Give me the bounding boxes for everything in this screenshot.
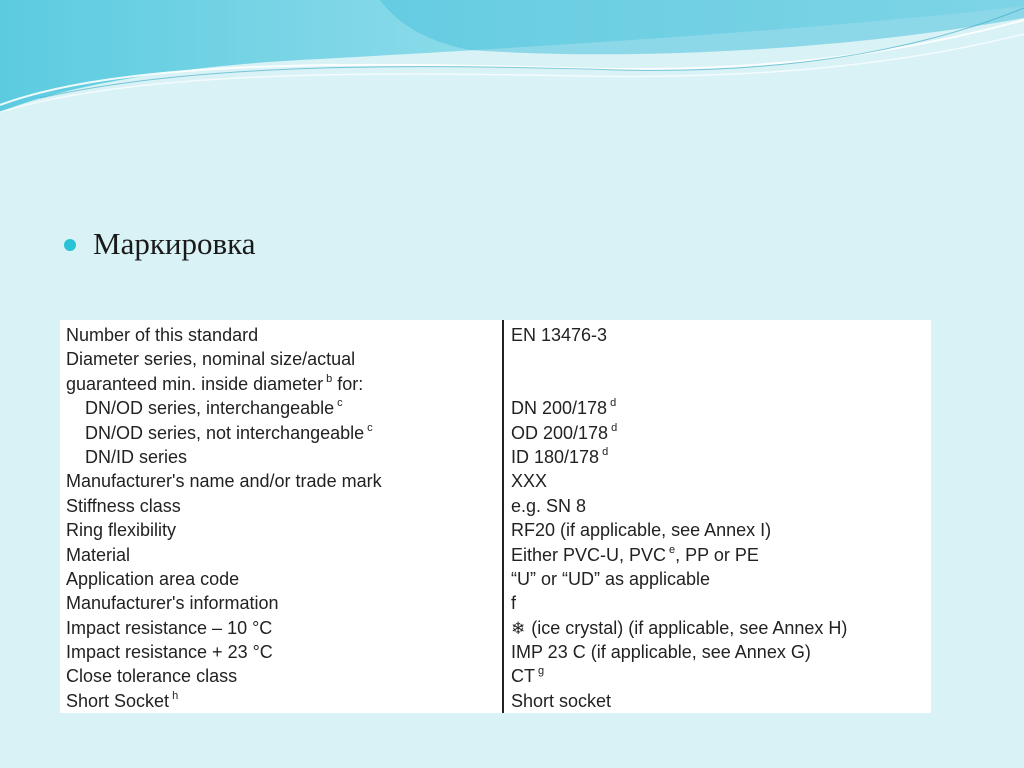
table-row-value: CT $^g$	[511, 665, 545, 687]
table-row-value: EN 13476-3	[511, 325, 608, 345]
table-row-value: Either PVC-U, PVC $^e$, PP or PE	[511, 543, 759, 565]
table-row-label: DN/OD series, interchangeable $^c$	[85, 397, 343, 419]
table-row-value: “U” or “UD” as applicable	[511, 568, 711, 589]
table-row-label: Material	[66, 544, 131, 565]
table-row-label: Impact resistance – 10 °C	[66, 617, 273, 638]
footnote-marker: g	[538, 665, 545, 678]
footnote-marker: d	[610, 397, 617, 410]
column-divider	[502, 320, 504, 713]
table-row-label: Close tolerance class	[66, 666, 238, 687]
table-row-label: Impact resistance + 23 °C	[66, 642, 273, 663]
slide-heading: Маркировка	[93, 226, 256, 261]
table-row-value: ID 180/178 $^d$	[511, 445, 609, 467]
table-row-label: Manufacturer's name and/or trade mark	[66, 471, 382, 492]
table-row-label: DN/ID series	[85, 446, 188, 467]
table-row-label: Number of this standard	[66, 325, 259, 345]
bullet-item	[64, 226, 255, 262]
table-row-value: DN 200/178 $^d$	[511, 397, 617, 419]
value-column	[511, 323, 926, 713]
footnote-marker: d	[611, 421, 618, 434]
footnote-marker: e	[669, 543, 676, 556]
table-row-label: guaranteed min. inside diameter $^b$ for:	[66, 372, 364, 394]
table-row-label: Manufacturer's information	[66, 593, 279, 614]
table-row-value: XXX	[511, 471, 548, 492]
table-row-label: Diameter series, nominal size/actual	[66, 349, 356, 370]
table-row-label: Ring flexibility	[66, 520, 177, 541]
table-row-value: ❄ (ice crystal) (if applicable, see Annex H)	[511, 617, 848, 638]
footnote-marker: b	[326, 372, 333, 385]
header-wave-decoration	[0, 0, 1024, 130]
table-row-label: Stiffness class	[66, 495, 181, 516]
table-row-value	[511, 372, 926, 396]
footnote-marker: h	[172, 689, 179, 702]
table-row-value: f	[511, 593, 517, 614]
table-row-value: Short socket	[511, 690, 612, 711]
table-row-label: Application area code	[66, 568, 240, 589]
table-row-value: OD 200/178 $^d$	[511, 421, 618, 443]
label-column	[66, 323, 496, 713]
footnote-marker: c	[337, 397, 343, 410]
table-row-value	[511, 347, 926, 371]
table-row-value: RF20 (if applicable, see Annex I)	[511, 520, 772, 541]
footnote-marker: d	[602, 445, 609, 458]
snowflake-icon: ❄	[511, 618, 526, 638]
bullet-dot-icon	[64, 239, 76, 251]
table-row-label: Short Socket $^h$	[66, 689, 179, 711]
marking-table	[60, 320, 931, 713]
table-row-value: IMP 23 C (if applicable, see Annex G)	[511, 642, 811, 663]
table-row-value: e.g. SN 8	[511, 495, 587, 516]
footnote-marker: c	[367, 421, 373, 434]
table-row-label: DN/OD series, not interchangeable $^c$	[85, 421, 373, 443]
